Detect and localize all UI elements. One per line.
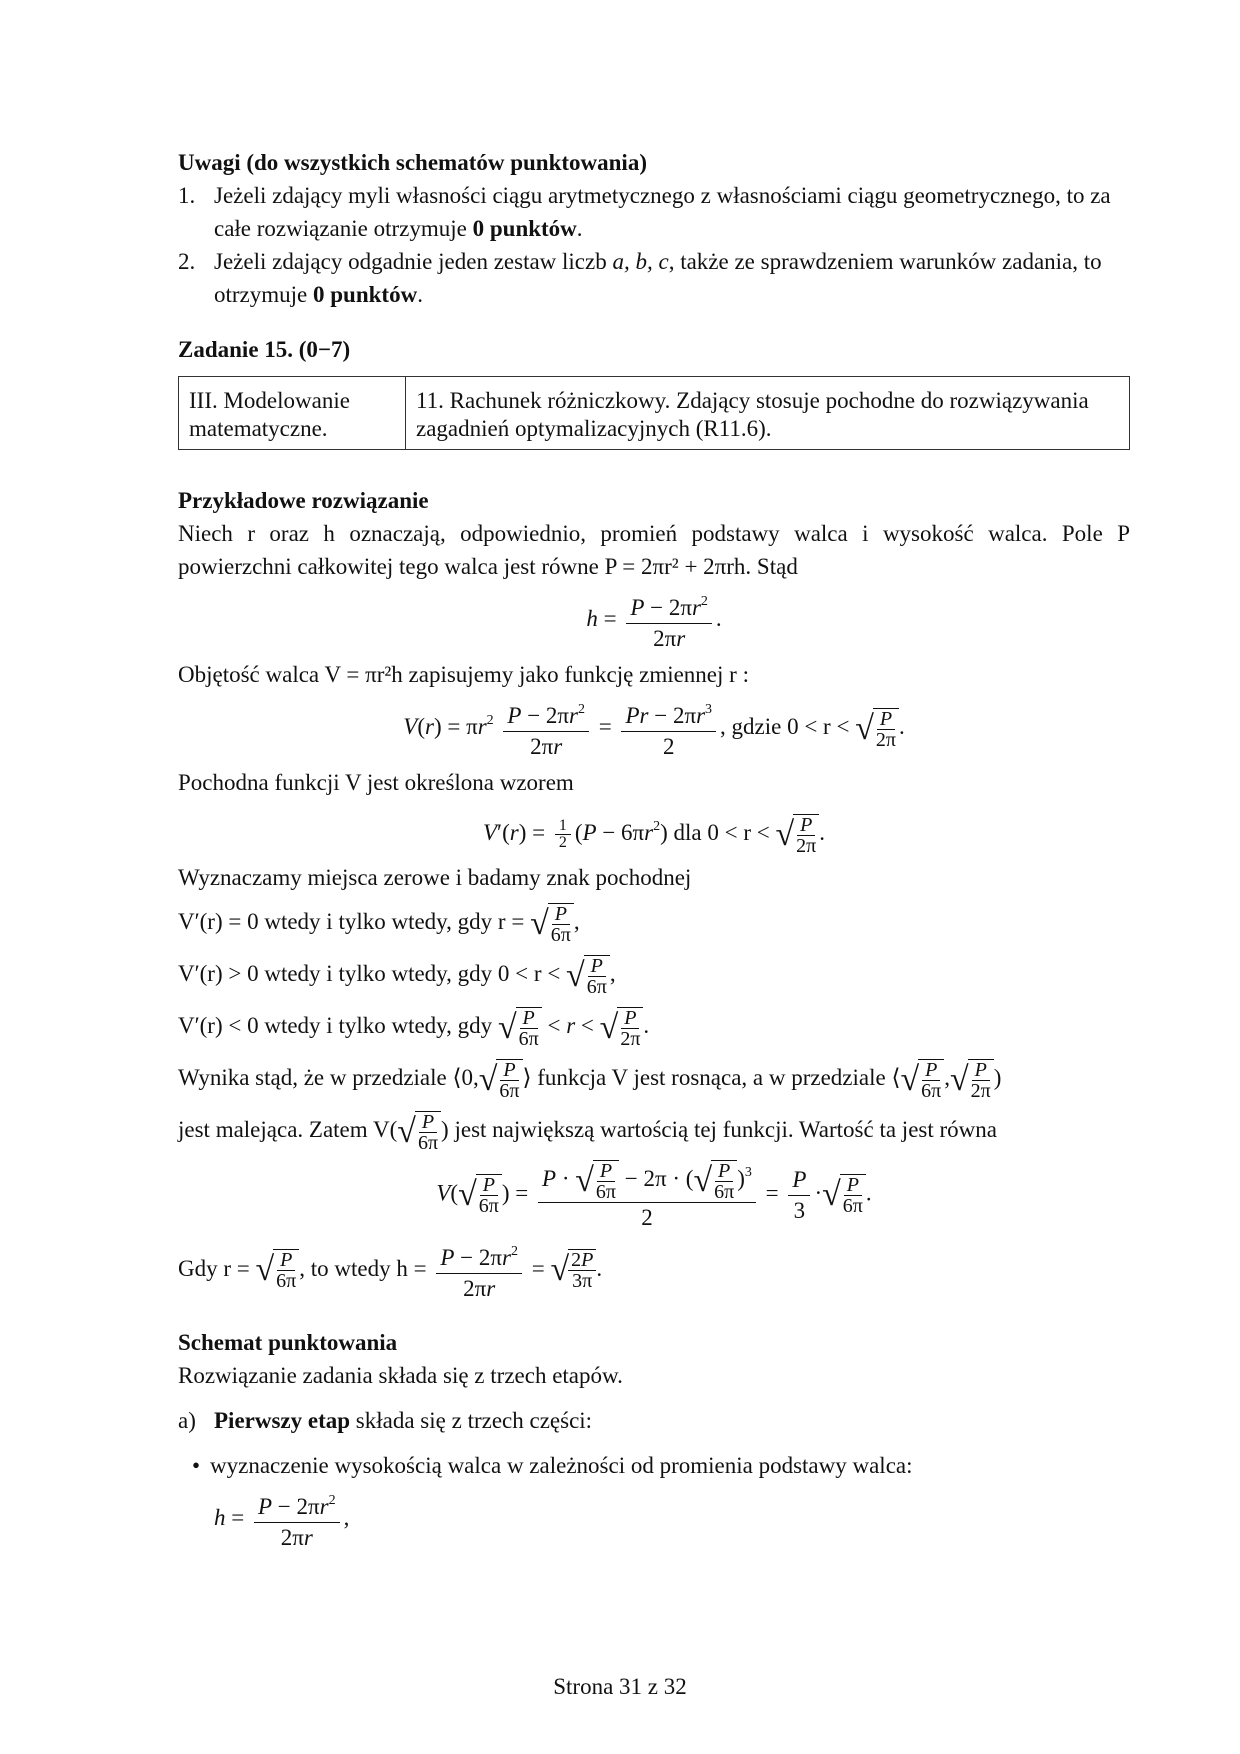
notes-heading: Uwagi (do wszystkich schematów punktowania) <box>178 150 647 175</box>
solution-p4: Wyznaczamy miejsca zerowe i badamy znak pochodnej <box>178 865 692 890</box>
condition-positive: V′(r) > 0 wtedy i tylko wtedy, gdy 0 < r < √ P 6π , <box>178 954 616 998</box>
note-item-1: 1. Jeżeli zdający myli własności ciągu arytmetycznego z własnościami ciągu geometrycznego, to za całe rozwiązanie otrzymuje 0 punktów. <box>178 183 1111 241</box>
formula-max-value: V( √ P 6π ) = P · √ P 6π − 2π · ( √ P 6π )$^3$ 2 = $\frac{P}{3}$ · √ P 6π . <box>436 1159 872 1230</box>
solution-p1: Niech r oraz h oznaczają, odpowiednio, promień podstawy walca i wysokość walca. Pole P powierzchni całkowitej tego walca jest równe P = 2πr² + 2πrh. Stąd <box>178 521 1130 579</box>
page-footer: Strona 31 z 32 <box>553 1674 687 1699</box>
formula-h-bullet: h = $\frac{P - 2\pi r^2}{2\pi r}$ , <box>178 1486 1130 1553</box>
scoring-heading: Schemat punktowania <box>178 1329 398 1355</box>
solution-p2: Objętość walca V = πr²h zapisujemy jako funkcję zmiennej r : <box>178 662 749 687</box>
formula-derivative: V′(r) = $\frac{1}{2}$ $(P - 6\pi r^2)$ dla 0 < r < √ P 2π . <box>482 813 826 857</box>
note-item-2: 2. Jeżeli zdający odgadnie jeden zestaw liczb a, b, c, także ze sprawdzeniem warunków zadania, to otrzymuje 0 punktów. <box>178 249 1102 307</box>
task-title: Zadanie 15. (0−7) <box>178 337 351 362</box>
formula-h-at-max: Gdy r = √ P 6π , to wtedy h = $\frac{P - 2\pi r^2}{2\pi r}$ = √ 2P 3π . <box>178 1237 1130 1304</box>
condition-zero: V′(r) = 0 wtedy i tylko wtedy, gdy r = √ P 6π , <box>178 902 580 946</box>
condition-negative: V′(r) < 0 wtedy i tylko wtedy, gdy √ P 6π < r < √ P 2π . <box>178 1006 650 1050</box>
solution-p3: Pochodna funkcji V jest określona wzorem <box>178 770 574 795</box>
solution-p5: Wynika stąd, że w przedziale ⟨0, √ P 6π ⟩ funkcja V jest rosnąca, a w przedziale ⟨ √ P 6π , √ P 2π ) <box>178 1058 1002 1102</box>
formula-volume: $V(r) = \pi r^2$ $\frac{P - 2\pi r^2}{2\pi r}$ = $\frac{Pr - 2\pi r^3}{2}$ , gdzie 0 < r < √ P 2π . <box>178 695 1130 762</box>
scoring-stage-a: a) Pierwszy etap składa się z trzech części: <box>178 1407 593 1433</box>
page-content <box>178 146 1130 1557</box>
scoring-intro: Rozwiązanie zadania składa się z trzech etapów. <box>178 1362 623 1388</box>
solution-heading: Przykładowe rozwiązanie <box>178 488 429 513</box>
table-cell-requirement: 11. Rachunek różniczkowy. Zdający stosuje pochodne do rozwiązywania zagadnień optymalizacyjnych (R11.6). <box>406 377 1130 450</box>
formula-h: h = $\frac{P - 2\pi r^2}{2\pi r}$ . <box>178 587 1130 654</box>
table-cell-area: III. Modelowanie matematyczne. <box>179 377 406 450</box>
solution-p6: jest malejąca. Zatem V( √ P 6π ) jest największą wartością tej funkcji. Wartość ta jest równa <box>178 1110 997 1154</box>
task-requirements-table <box>178 376 1130 450</box>
scoring-bullet-1: • wyznaczenie wysokością walca w zależności od promienia podstawy walca: <box>192 1452 913 1478</box>
